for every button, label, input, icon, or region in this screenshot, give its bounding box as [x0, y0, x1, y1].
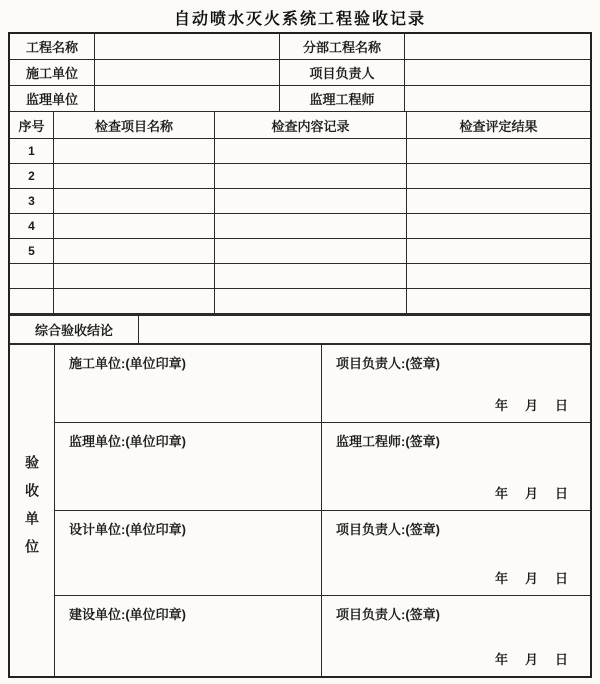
- overall-conclusion-label: 综合验收结论: [10, 316, 139, 344]
- signature-row-design: [55, 511, 590, 596]
- date-line: 年 月 日: [494, 486, 570, 501]
- col-header-item-name: 检查项目名称: [54, 112, 215, 139]
- checklist-row-empty: [10, 264, 590, 289]
- vertical-label-text: 验收单位: [24, 454, 40, 567]
- row-seq: [10, 264, 54, 289]
- col-header-content-record: 检查内容记录: [215, 112, 407, 139]
- construction-unit-label: 施工单位: [10, 60, 95, 86]
- construction-unit-value: [95, 60, 280, 86]
- checklist-header-row: [10, 112, 590, 139]
- form-title: 自动喷水灭火系统工程验收记录: [173, 11, 426, 28]
- col-header-seq: 序号: [10, 112, 54, 139]
- row-record: [215, 264, 407, 289]
- supervising-engineer-sign-label: 监理工程师:(签章): [336, 434, 440, 449]
- row-item: [54, 239, 215, 264]
- col-header-evaluation-result: 检查评定结果: [407, 112, 590, 139]
- supervising-engineer-value: [405, 86, 590, 112]
- project-leader-sign-label: 项目负责人:(签章): [336, 522, 440, 537]
- row-record: [215, 214, 407, 239]
- supervision-unit-value: [95, 86, 280, 112]
- overall-conclusion-value: [139, 316, 590, 344]
- sub-project-name-value: [405, 34, 590, 60]
- row-result: [407, 139, 590, 164]
- row-record: [215, 239, 407, 264]
- row-result: [407, 164, 590, 189]
- row-seq: 5: [10, 239, 54, 264]
- info-row-supervisor: [10, 86, 590, 112]
- row-seq: 2: [10, 164, 54, 189]
- row-result: [407, 214, 590, 239]
- row-seq: 3: [10, 189, 54, 214]
- checklist-row: [10, 164, 590, 189]
- project-leader-label: 项目负责人: [280, 60, 405, 86]
- sub-project-name-label: 分部工程名称: [280, 34, 405, 60]
- construction-signature-cell: [322, 345, 590, 422]
- checklist-row-empty: [10, 289, 590, 314]
- row-result: [407, 264, 590, 289]
- construction-unit-seal-label: 施工单位:(单位印章): [55, 345, 322, 422]
- acceptance-units-side-label: [10, 345, 55, 676]
- row-item: [54, 214, 215, 239]
- checklist-row: [10, 139, 590, 164]
- row-seq: 1: [10, 139, 54, 164]
- owner-signature-cell: [322, 596, 590, 676]
- project-leader-sign-label: 项目负责人:(签章): [336, 356, 440, 371]
- row-result: [407, 289, 590, 314]
- project-leader-sign-label: 项目负责人:(签章): [336, 607, 440, 622]
- signature-row-owner: [55, 596, 590, 676]
- row-record: [215, 289, 407, 314]
- checklist-row: [10, 189, 590, 214]
- project-leader-value: [405, 60, 590, 86]
- signature-row-construction: [55, 345, 590, 423]
- supervision-unit-seal-label: 监理单位:(单位印章): [55, 423, 322, 510]
- row-seq: 4: [10, 214, 54, 239]
- supervising-engineer-label: 监理工程师: [280, 86, 405, 112]
- info-row-project: [10, 34, 590, 60]
- acceptance-units-section: [10, 344, 590, 676]
- checklist-row: [10, 214, 590, 239]
- row-result: [407, 239, 590, 264]
- project-name-label: 工程名称: [10, 34, 95, 60]
- checklist-row: [10, 239, 590, 264]
- supervision-unit-label: 监理单位: [10, 86, 95, 112]
- design-unit-seal-label: 设计单位:(单位印章): [55, 511, 322, 595]
- owner-unit-seal-label: 建设单位:(单位印章): [55, 596, 322, 676]
- acceptance-record-table: [8, 32, 592, 678]
- acceptance-signature-rows: [55, 345, 590, 676]
- project-name-value: [95, 34, 280, 60]
- overall-conclusion-row: [10, 314, 590, 344]
- row-item: [54, 139, 215, 164]
- row-record: [215, 189, 407, 214]
- row-item: [54, 189, 215, 214]
- row-record: [215, 139, 407, 164]
- signature-row-supervision: [55, 423, 590, 511]
- row-item: [54, 264, 215, 289]
- row-item: [54, 289, 215, 314]
- row-item: [54, 164, 215, 189]
- supervision-signature-cell: [322, 423, 590, 510]
- info-row-constructor: [10, 60, 590, 86]
- design-signature-cell: [322, 511, 590, 595]
- row-record: [215, 164, 407, 189]
- date-line: 年 月 日: [494, 652, 570, 667]
- date-line: 年 月 日: [494, 398, 570, 413]
- row-result: [407, 189, 590, 214]
- row-seq: [10, 289, 54, 314]
- date-line: 年 月 日: [494, 571, 570, 586]
